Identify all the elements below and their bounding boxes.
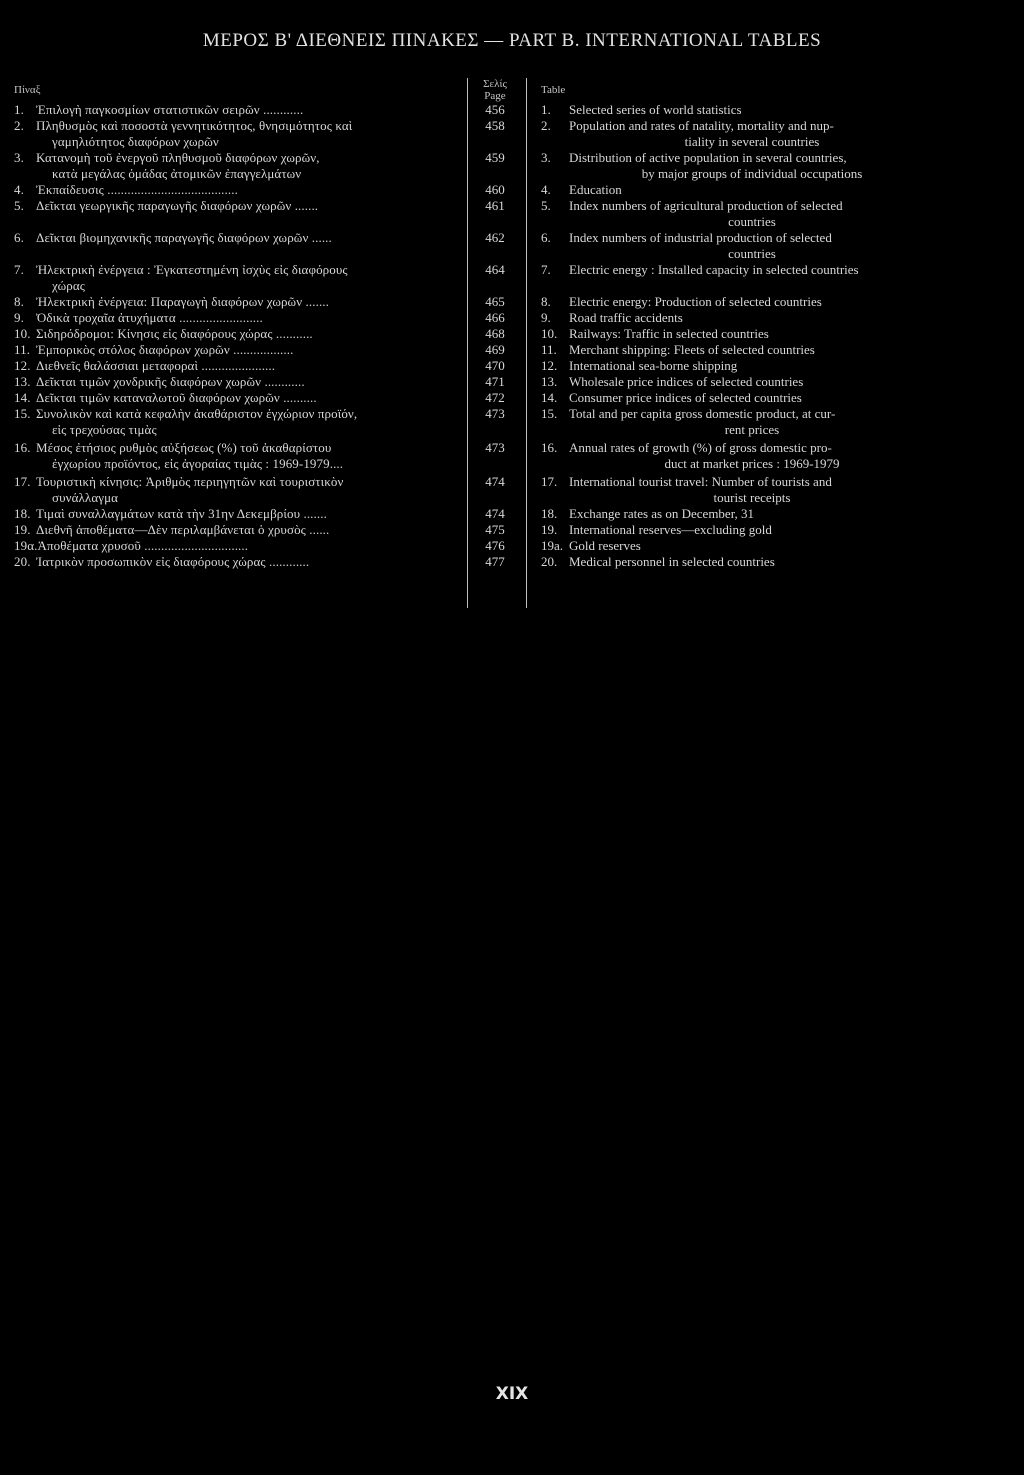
page-number-cell: 461	[485, 198, 505, 213]
greek-title: Δεῖκται γεωργικῆς παραγωγῆς διαφόρων χωρῶν .......	[36, 198, 319, 213]
greek-entry	[14, 474, 462, 506]
english-title: Education	[569, 182, 622, 197]
entry-number: 5.	[14, 198, 24, 213]
greek-title: Πληθυσμὸς καὶ ποσοστὰ γεννητικότητος, θνησιμότητος καὶ	[36, 118, 353, 133]
page-number-cell: 459	[485, 150, 505, 165]
greek-title: Τιμαὶ συναλλαγμάτων κατὰ τὴν 31ην Δεκεμβρίου .......	[36, 506, 327, 521]
greek-entry	[14, 262, 462, 294]
english-entry	[541, 406, 1003, 438]
entry-number: 6.	[14, 230, 24, 245]
page-number-cell: 470	[485, 358, 505, 373]
entry-number: 18.	[14, 506, 31, 521]
english-title: Total and per capita gross domestic product, at cur-	[569, 406, 836, 421]
english-title-continuation: countries	[728, 246, 776, 261]
english-entry	[541, 310, 1003, 326]
column-header-greek: Πίναξ	[14, 84, 41, 96]
greek-title-continuation: συνάλλαγμα	[52, 490, 119, 505]
greek-entry	[14, 538, 462, 554]
english-title: Electric energy : Installed capacity in selected countries	[569, 262, 859, 277]
english-entry	[541, 390, 1003, 406]
entry-number: 20.	[14, 554, 31, 569]
greek-title: Μέσος ἐτήσιος ρυθμὸς αὐξήσεως (%) τοῦ ἀκαθαρίστου	[36, 440, 332, 455]
page-number-cell: 462	[485, 230, 505, 245]
page-number-cell: 460	[485, 182, 505, 197]
entry-number: 3.	[14, 150, 24, 165]
english-title: Railways: Traffic in selected countries	[569, 326, 769, 341]
page-number-cell: 466	[485, 310, 505, 325]
greek-title: Ἠλεκτρικὴ ἐνέργεια : Ἐγκατεστημένη ἰσχὺς εἰς διαφόρους	[36, 262, 348, 277]
entry-number: 13.	[14, 374, 31, 389]
greek-title: Δεῖκται τιμῶν καταναλωτοῦ διαφόρων χωρῶν ..........	[36, 390, 317, 405]
english-title: Exchange rates as on December, 31	[569, 506, 755, 521]
greek-entry	[14, 390, 462, 406]
page-number-cell: 477	[485, 554, 505, 569]
page-number-cell: 469	[485, 342, 505, 357]
english-entry	[541, 150, 1003, 182]
entry-number: 19a.	[541, 538, 564, 553]
english-title-continuation: tourist receipts	[713, 490, 791, 505]
english-title: Wholesale price indices of selected countries	[569, 374, 804, 389]
entry-number: 19.	[14, 522, 31, 537]
english-entry	[541, 358, 1003, 374]
entry-number: 13.	[541, 374, 558, 389]
entry-number: 20.	[541, 554, 558, 569]
page-number-cell: 473	[485, 406, 505, 421]
page-number-cell: 458	[485, 118, 505, 133]
greek-entry	[14, 182, 462, 198]
page-number-cell: 468	[485, 326, 505, 341]
greek-entry	[14, 230, 462, 246]
greek-title: Δεῖκται τιμῶν χονδρικῆς διαφόρων χωρῶν ............	[36, 374, 305, 389]
greek-title: Ἐκπαίδευσις .......................................	[36, 182, 238, 197]
english-entry	[541, 230, 1003, 262]
page-number-cell: 473	[485, 440, 505, 455]
greek-entry	[14, 294, 462, 310]
entry-number: 18.	[541, 506, 558, 521]
page-number-cell: 475	[485, 522, 505, 537]
english-title-continuation: by major groups of individual occupations	[641, 166, 863, 181]
greek-title: Ἠλεκτρικὴ ἐνέργεια: Παραγωγὴ διαφόρων χωρῶν .......	[36, 294, 329, 309]
greek-entry	[14, 102, 462, 118]
greek-entry	[14, 342, 462, 358]
english-entry	[541, 538, 1003, 554]
english-title: International reserves—excluding gold	[569, 522, 772, 537]
english-title: International tourist travel: Number of tourists and	[569, 474, 832, 489]
entry-number: 5.	[541, 198, 551, 213]
english-title: Merchant shipping: Fleets of selected countries	[569, 342, 815, 357]
english-entry	[541, 262, 1003, 278]
entry-number: 12.	[14, 358, 31, 373]
greek-entry	[14, 118, 462, 150]
english-title-continuation: rent prices	[724, 422, 780, 437]
english-entry	[541, 506, 1003, 522]
entry-number: 6.	[541, 230, 551, 245]
entry-number: 1.	[14, 102, 24, 117]
entry-number: 19α.	[14, 538, 38, 553]
column-divider-left	[467, 78, 468, 608]
english-entry	[541, 522, 1003, 538]
page-number-cell: 465	[485, 294, 505, 309]
greek-entry	[14, 326, 462, 342]
english-entry	[541, 198, 1003, 230]
greek-title: Κατανομὴ τοῦ ἐνεργοῦ πληθυσμοῦ διαφόρων χωρῶν,	[36, 150, 320, 165]
greek-entry	[14, 554, 462, 570]
greek-title: Ἰατρικὸν προσωπικὸν εἰς διαφόρους χώρας ............	[36, 554, 310, 569]
greek-entry	[14, 440, 462, 472]
page-heading: ΜΕΡΟΣ Β' ΔΙΕΘΝΕΙΣ ΠΙΝΑΚΕΣ — PART B. INTERNATIONAL TABLES	[202, 30, 822, 51]
greek-entry	[14, 310, 462, 326]
page-number-cell: 476	[485, 538, 505, 553]
page-number-cell: 472	[485, 390, 505, 405]
greek-entry	[14, 506, 462, 522]
greek-title: Διεθνῆ ἀποθέματα—Δὲν περιλαμβάνεται ὁ χρυσὸς ......	[36, 522, 330, 537]
entry-number: 7.	[541, 262, 551, 277]
entry-number: 11.	[541, 342, 557, 357]
english-entry	[541, 182, 1003, 198]
column-header-page-english: Page	[484, 90, 506, 102]
english-title: Distribution of active population in several countries,	[569, 150, 847, 165]
greek-title: Ἐπιλογὴ παγκοσμίων στατιστικῶν σειρῶν ............	[36, 102, 304, 117]
greek-title: Ἀποθέματα χρυσοῦ ...............................	[37, 538, 249, 553]
entry-number: 11.	[14, 342, 31, 357]
english-title: Electric energy: Production of selected countries	[569, 294, 822, 309]
english-title: Index numbers of agricultural production of selected	[569, 198, 843, 213]
greek-title: Σιδηρόδρομοι: Κίνησις εἰς διαφόρους χώρας ...........	[36, 326, 313, 341]
entry-number: 17.	[541, 474, 558, 489]
page-number-cell: 464	[485, 262, 505, 277]
entry-number: 8.	[541, 294, 551, 309]
english-title: Population and rates of natality, mortality and nup-	[569, 118, 834, 133]
greek-title: Δεῖκται βιομηχανικῆς παραγωγῆς διαφόρων χωρῶν ......	[36, 230, 332, 245]
english-entry	[541, 118, 1003, 150]
page-number-cell: 474	[485, 474, 505, 489]
greek-title: Τουριστικὴ κίνησις: Ἀριθμὸς περιηγητῶν καὶ τουριστικὸν	[36, 474, 344, 489]
greek-title-continuation: ἐγχωρίου προϊόντος, εἰς ἀγοραίας τιμὰς : 1969-1979....	[52, 456, 344, 471]
column-divider-right	[526, 78, 527, 608]
greek-entry	[14, 198, 462, 214]
english-entry	[541, 440, 1003, 472]
entry-number: 7.	[14, 262, 24, 277]
english-entry	[541, 474, 1003, 506]
english-title: Selected series of world statistics	[569, 102, 742, 117]
page-number-cell: 471	[485, 374, 505, 389]
english-title: Consumer price indices of selected countries	[569, 390, 802, 405]
english-title: International sea-borne shipping	[569, 358, 738, 373]
english-entry	[541, 102, 1003, 118]
greek-title-continuation: κατὰ μεγάλας ὁμάδας ἀτομικῶν ἐπαγγελμάτων	[52, 166, 302, 181]
entry-number: 17.	[14, 474, 31, 489]
greek-title-continuation: γαμηλιότητος διαφόρων χωρῶν	[52, 134, 219, 149]
english-title: Road traffic accidents	[569, 310, 683, 325]
entry-number: 2.	[541, 118, 551, 133]
entry-number: 1.	[541, 102, 551, 117]
english-title: Annual rates of growth (%) of gross domestic pro-	[569, 440, 832, 455]
greek-title-continuation: χώρας	[52, 278, 85, 293]
english-title-continuation: countries	[728, 214, 776, 229]
english-entry	[541, 294, 1003, 310]
entry-number: 14.	[541, 390, 558, 405]
english-entry	[541, 342, 1003, 358]
entry-number: 9.	[541, 310, 551, 325]
entry-number: 15.	[541, 406, 558, 421]
page-number-cell: 456	[485, 102, 505, 117]
greek-entry	[14, 406, 462, 438]
entry-number: 4.	[541, 182, 551, 197]
column-header-page	[470, 78, 520, 102]
english-title-continuation: duct at market prices : 1969-1979	[664, 456, 840, 471]
entry-number: 16.	[14, 440, 31, 455]
english-entry	[541, 326, 1003, 342]
entry-number: 15.	[14, 406, 31, 421]
english-entry	[541, 374, 1003, 390]
column-header-page-greek: Σελίς	[483, 78, 507, 90]
column-header-english: Table	[541, 84, 566, 96]
entry-number: 2.	[14, 118, 24, 133]
greek-title: Συνολικὸν καὶ κατὰ κεφαλὴν ἀκαθάριστον ἐγχώριον προϊόν,	[36, 406, 358, 421]
english-entry	[541, 554, 1003, 570]
entry-number: 8.	[14, 294, 24, 309]
greek-entry	[14, 374, 462, 390]
entry-number: 10.	[541, 326, 558, 341]
entry-number: 3.	[541, 150, 551, 165]
entry-number: 9.	[14, 310, 24, 325]
entry-number: 19.	[541, 522, 558, 537]
page-number-cell: 474	[485, 506, 505, 521]
english-title: Medical personnel in selected countries	[569, 554, 775, 569]
page-number: XIX	[495, 1384, 529, 1404]
greek-entry	[14, 150, 462, 182]
entry-number: 16.	[541, 440, 558, 455]
greek-title: Ὀδικὰ τροχαῖα ἀτυχήματα .........................	[36, 310, 263, 325]
greek-title: Ἐμπορικὸς στόλος διαφόρων χωρῶν ..................	[36, 342, 294, 357]
entry-number: 12.	[541, 358, 558, 373]
greek-entry	[14, 358, 462, 374]
entry-number: 4.	[14, 182, 24, 197]
english-title-continuation: tiality in several countries	[684, 134, 820, 149]
greek-title-continuation: εἰς τρεχούσας τιμὰς	[52, 422, 157, 437]
greek-title: Διεθνεῖς θαλάσσιαι μεταφοραὶ ......................	[36, 358, 276, 373]
english-title: Index numbers of industrial production of selected	[569, 230, 832, 245]
entry-number: 14.	[14, 390, 31, 405]
greek-entry	[14, 522, 462, 538]
english-title: Gold reserves	[569, 538, 641, 553]
entry-number: 10.	[14, 326, 31, 341]
